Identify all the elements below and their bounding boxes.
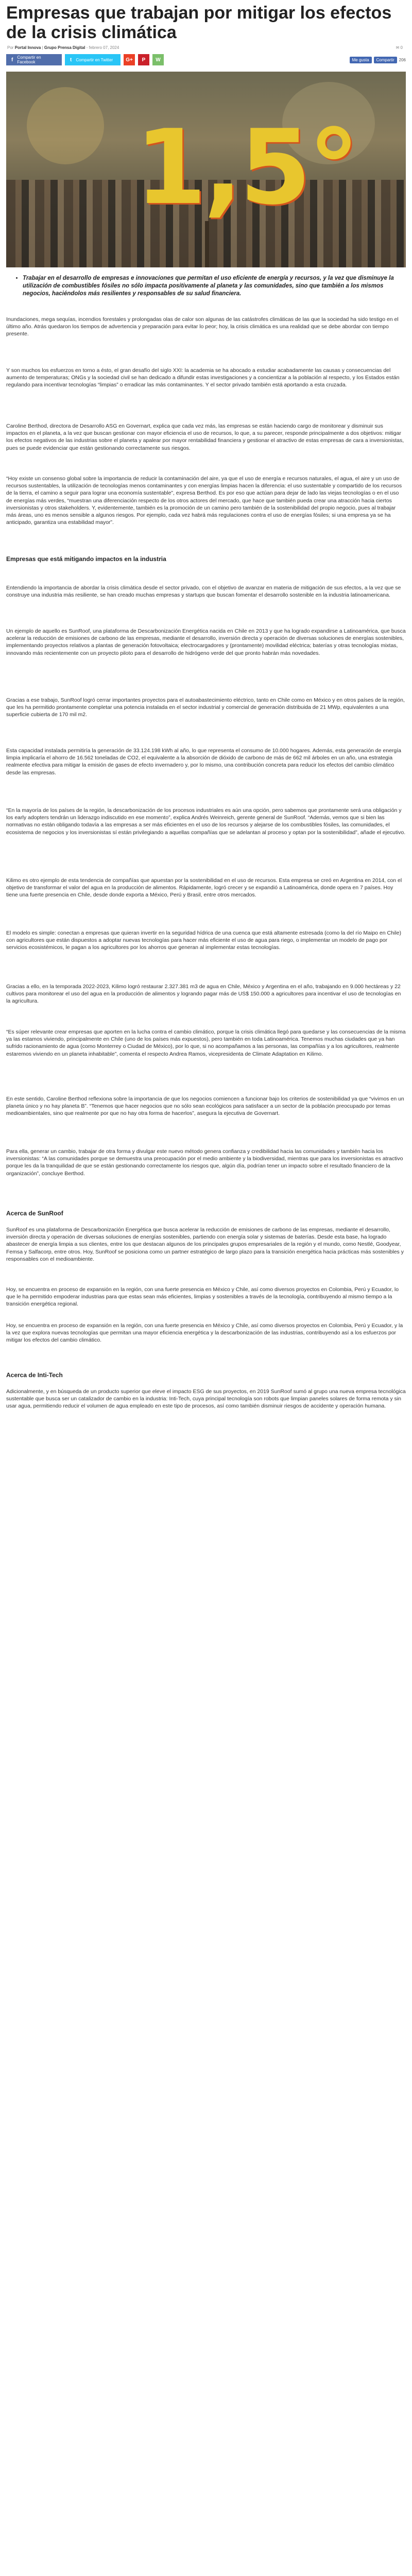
lead-quote-text: • Trabajar en el desarrollo de empresas e innovaciones que permitan el uso eficiente de energía y recursos, y la vez que disminuye la utilización de combustibles fósiles no sólo impacta positivamente al planeta y las comunidades, sino que también a los mismos negocios, haciéndolos más resilientes y responsables de su salud financiera. [23, 275, 406, 298]
facebook-icon: f [11, 57, 13, 63]
section-heading: Empresas que está mitigando impactos en la industria [6, 555, 166, 563]
facebook-like-widget [350, 57, 406, 63]
share-twitter-button[interactable]: t Compartir en Twitter [65, 54, 121, 65]
paragraph: “Es súper relevante crear empresas que aporten en la lucha contra el cambio climático, porque la crisis climática llegó para quedarse y las consecuencias de la misma ya las estamos viviendo, principalmente en Chile (uno de los países más expuestos), pero también en toda Latinoamérica. Tenemos muchas ciudades que ya han sufrido racionamiento de agua (como Monterrey o Ciudad de México), por lo que, si no acompañamos a las personas, las compañías y a los agricultores, realmente estaremos viviendo en un planeta inhabitable”, comenta el respecto Andrea Ramos, vicepresidenta de Climate Adaptation en Kilimo. [6, 1029, 406, 1057]
paragraph: Hoy, se encuentra en proceso de expansión en la región, con una fuerte presencia en México y Chile, así como diversos proyectos en Colombia, Perú y Ecuador, y la la vez que explora nuevas tecnologías que permitan una mayor eficiencia energética y la descarbonización de las industrias, contribuyendo así a los esfuerzos por mitigar los efectos del cambio climático. [6, 1323, 403, 1344]
meta-date: febrero 07, 2024 [89, 45, 119, 50]
paragraph: Hoy, se encuentra en proceso de expansión en la región, con una fuerte presencia en México y Chile, así como diversos proyectos en Colombia, Perú y Ecuador, lo que le ha permitido empoderar industrias para que estas sean más eficientes, limpias y sostenibles a través de la tecnología, contribuyendo al mismo tiempo a la transición energética regional. [6, 1286, 399, 1308]
paragraph: SunRoof es una plataforma de Descarbonización Energética que busca acelerar la reducción de emisiones de carbono de las empresas, mediante el desarrollo, inversión directa y operación de diversas soluciones de energías sostenibles, partiendo con energía solar y sistemas de baterías. Desde esta base, ha logrado abastecer de energía limpia a sus clientes, entre los que destacan algunos de los principales grupos empresariales de la región y el mundo, como Nestlé, Goodyear, Femsa y Salfacorp, entre otros. Hoy, SunRoof se posiciona como un partner estratégico de largo plazo para la transición energética hacia prácticas más sostenibles y responsables con el medioambiente. [6, 1227, 404, 1262]
comment-icon: ✉ [396, 45, 400, 50]
section-heading: Acerca de SunRoof [6, 1210, 63, 1217]
paragraph: En este sentido, Caroline Berthod reflexiona sobre la importancia de que los negocios comiencen a funcionar bajo los criterios de sostenibilidad ya que “vivimos en un planeta único y no hay planeta B”. “Tenemos que hacer negocios que no sólo sean ecológicos para satisfacer a un sector de la población preocupado por temas medioambientales, sino que realmente por que no hay otra forma de hacerlos”, asegura la ejecutiva de Governart. [6, 1096, 404, 1117]
share-whatsapp-button[interactable]: W [152, 54, 164, 65]
twitter-icon: t [70, 57, 72, 63]
paragraph: “Hoy existe un consenso global sobre la importancia de reducir la contaminación del aire, ya que el uso de energía e recursos naturales, el agua, el aire y un uso de recursos sustentables, la utilización de tecnologías menos contaminantes y con energías limpias hacen la diferencia: el uso sustentable y compartido de los recursos de la tierra, el camino a seguir para lograr una economía sustentable”, expresa Berthod. Es por eso que actúan para dejar de lado las viejas tecnologías o en el uso de energías más verdes, “muestran una diferenciación respecto de los otros actores del mercado, que hace que también pueda crear una atracción hacia ciertos inversionistas y otros stakeholders. Y, evidentemente, también es la promoción de un camino pero también de la sostenibilidad del propio negocio, pues al trabajar más áreas, uno es menos sensible a algunos riesgos. Por ejemplo, cada vez habrá más regulaciones contra el uso de energías fósiles; si una empresa ya se ha anticipado, garantiza una estabilidad mayor”. [6, 476, 402, 526]
paragraph: Un ejemplo de aquello es SunRoof, una plataforma de Descarbonización Energética nacida en Chile en 2013 y que ha logrado expandirse a Latinoamérica, que busca acelerar la reducción de emisiones de carbono de las empresas, mediante el desarrollo, inversión directa y operación de diversas soluciones de energías sostenibles, implementando proyectos relativos a plantas de generación fotovoltaica; electrocargadores y (prontamente) movilidad eléctrica; baterías y otras tecnologías mixtas, innovando más recientemente con un proyecto piloto para el desarrollo de hidrógeno verde del que pronto habrán más novedades. [6, 628, 406, 656]
meta-publisher[interactable]: Grupo Prensa Digital [44, 45, 85, 50]
paragraph: Y son muchos los esfuerzos en torno a ésto, el gran desafío del siglo XXI: la academia se ha abocado a estudiar acabadamente las causas y consecuencias del aumento de temperaturas; ONGs y la sociedad civil se han dedicado a difundir estas investigaciones y a concientizar a la población al respecto, y los Estados están regulando para incentivar tecnologías “limpias” o erradicar las más contaminantes. Y el sector privado también está aportando a esta cruzada. [6, 367, 400, 388]
paragraph: Gracias a ello, en la temporada 2022-2023, Kilimo logró restaurar 2.327.381 m3 de agua en Chile, México y Argentina en el año, trabajando en 9.000 hectáreas y 22 cultivos para monitorear el uso del agua en la producción de alimentos y logrando pagar más de US$ 150.000 a agricultores para incentivar el uso de tecnologías en la agricultura. [6, 984, 401, 1005]
share-bar [6, 54, 406, 65]
share-google-plus-button[interactable]: G+ [124, 54, 135, 65]
article [6, 0, 406, 1410]
paragraph: Para ella, generar un cambio, trabajar de otra forma y divulgar este nuevo método genera confianza y credibilidad hacia las comunidades y también hacia los inversionistas: “A las comunidades porque se demuestra una preocupación por el medio ambiente y la biodiversidad, mientras que para los inversionistas es atractivo porque les da la tranquilidad de que se están gestionando correctamente los riesgos que, algún día, podrían tener un impacto sobre el resultado financiero de la organización”, concluye Berthod. [6, 1148, 403, 1177]
fb-share-button[interactable]: Compartir [374, 57, 397, 63]
paragraph: Kilimo es otro ejemplo de esta tendencia de compañías que apuestan por la sostenibilidad en el uso de recursos. Esta empresa se creó en Argentina en 2014, con el objetivo de transformar el valor del agua en la producción de alimentos. Rápidamente, logró crecer y se expandió a Latinoamérica, donde opera en 7 países. Hoy tiene una fuerte presencia en Chile, desde donde exporta a México, Perú y Brasil, entre otros mercados. [6, 877, 402, 899]
section-heading: Acerca de Inti-Tech [6, 1371, 63, 1379]
meta-by: Por [7, 45, 14, 50]
paragraph: Caroline Berthod, directora de Desarrollo ASG en Governart, explica que cada vez más, las empresas se están haciendo cargo de monitorear y disminuir sus impactos en el planeta, a la vez que buscan gestionar con mayor eficiencia el uso de recursos, lo que, a su parecer, responde principalmente a dos objetivos: mitigar los efectos negativos de las industrias sobre el planeta y apalear por mayor rentabilidad financiera y gestionar el atractivo de estas empresas de cara a inversionistas, pues se puede evidenciar que están gestionando correctamente sus riesgos. [6, 423, 404, 451]
article-title: Empresas que trabajan por mitigar los efectos de la crisis climática [6, 3, 392, 42]
paragraph: “En la mayoría de los países de la región, la descarbonización de los procesos industriales es aún una opción, pero sabemos que prontamente será una obligación y los early adopters tendrán un liderazgo indiscutido en ese momento”, explica Andrés Weinreich, gerente general de SunRoof. “Además, vemos que si bien las normativas no están obligando todavía a las empresas a ser más eficientes en el uso de los recursos y alejarse de los combustibles fósiles, las comunidades, el ecosistema de negocios y los inversionistas sí están privilegiando a aquellas compañías que se adelantan al proceso y optan por la sostenibilidad”, añade el ejecutivo. [6, 807, 406, 836]
hero-image [6, 72, 406, 267]
article-meta: Por Portal Innova | Grupo Prensa Digital - febrero 07, 2024 ✉ 0 [7, 45, 403, 50]
paragraph: Adicionalmente, y en búsqueda de un producto superior que eleve el impacto ESG de sus proyectos, en 2019 SunRoof sumó al grupo una nueva empresa tecnológica sustentable que busca ser un catalizador de cambio en la industria: Inti-Tech, cuya principal tecnología son robots que limpian paneles solares de forma remota y sin usar agua, permitiendo reducir el volumen de agua empleado en este tipo de procesos, así como también disminuir riesgos de accidente y operación humana. [6, 1388, 406, 1410]
protest-sign: 1,5° [135, 108, 357, 228]
share-pinterest-button[interactable]: P [138, 54, 149, 65]
likes-count: 206 [399, 57, 406, 62]
like-button[interactable]: Me gusta [350, 57, 372, 63]
lead-quote [6, 275, 406, 298]
paragraph: El modelo es simple: conectan a empresas que quieran invertir en la seguridad hídrica de una cuenca que está altamente estresada (como la del río Maipo en Chile) con agricultores que están dispuestos a adoptar nuevas tecnologías para hacer más eficiente el uso de agua para riego, o implementar un modelo de pago por servicios ecosistémicos, le pagan a los agricultores por los ahorros que generan al implementar estas tecnologías. [6, 930, 401, 951]
paragraph: Esta capacidad instalada permitiría la generación de 33.124.198 kWh al año, lo que representa el consumo de 10.000 hogares. Además, esta generación de energía limpia implicaría el ahorro de 16.562 toneladas de CO2, el equivalente a la absorción de dióxido de carbono de más de 662 mil árboles en un año, una estrategia realmente efectiva para mitigar la emisión de gases de efecto invernadero y, por lo mismo, una contribución concreta para reducir los efectos del cambio climático desde las empresas. [6, 748, 402, 776]
paragraph: Inundaciones, mega sequías, incendios forestales y prolongadas olas de calor son algunas de las catástrofes climáticas de las que la sociedad ha sido testigo en el último año. Atrás quedaron los tiempos de advertencia y preparación para evitar lo peor; hoy, la crisis climática es una realidad que se debe abordar con tiempo presente. [6, 316, 399, 337]
paragraph: Gracias a ese trabajo, SunRoof logró cerrar importantes proyectos para el autoabastecimiento eléctrico, tanto en Chile como en México y en otros países de la región, que les ha permitido prontamente completar una potencia instalada en el sector industrial y comercial de generación distribuida de 21 MWp, equivalentes a una superficie cubierta de 170 mil m2. [6, 697, 405, 718]
comment-count[interactable]: ✉ 0 [396, 45, 403, 50]
meta-author[interactable]: Portal Innova [14, 45, 41, 50]
paragraph: Entendiendo la importancia de abordar la crisis climática desde el sector privado, con el objetivo de avanzar en materia de mitigación de sus efectos, a la vez que se construye una industria más resiliente, se han creado muchas empresas y startups que buscan fomentar el desarrollo sostenible en la industria latinoamericana. [6, 585, 401, 599]
share-facebook-button[interactable]: f Compartir en Facebook [6, 54, 62, 65]
